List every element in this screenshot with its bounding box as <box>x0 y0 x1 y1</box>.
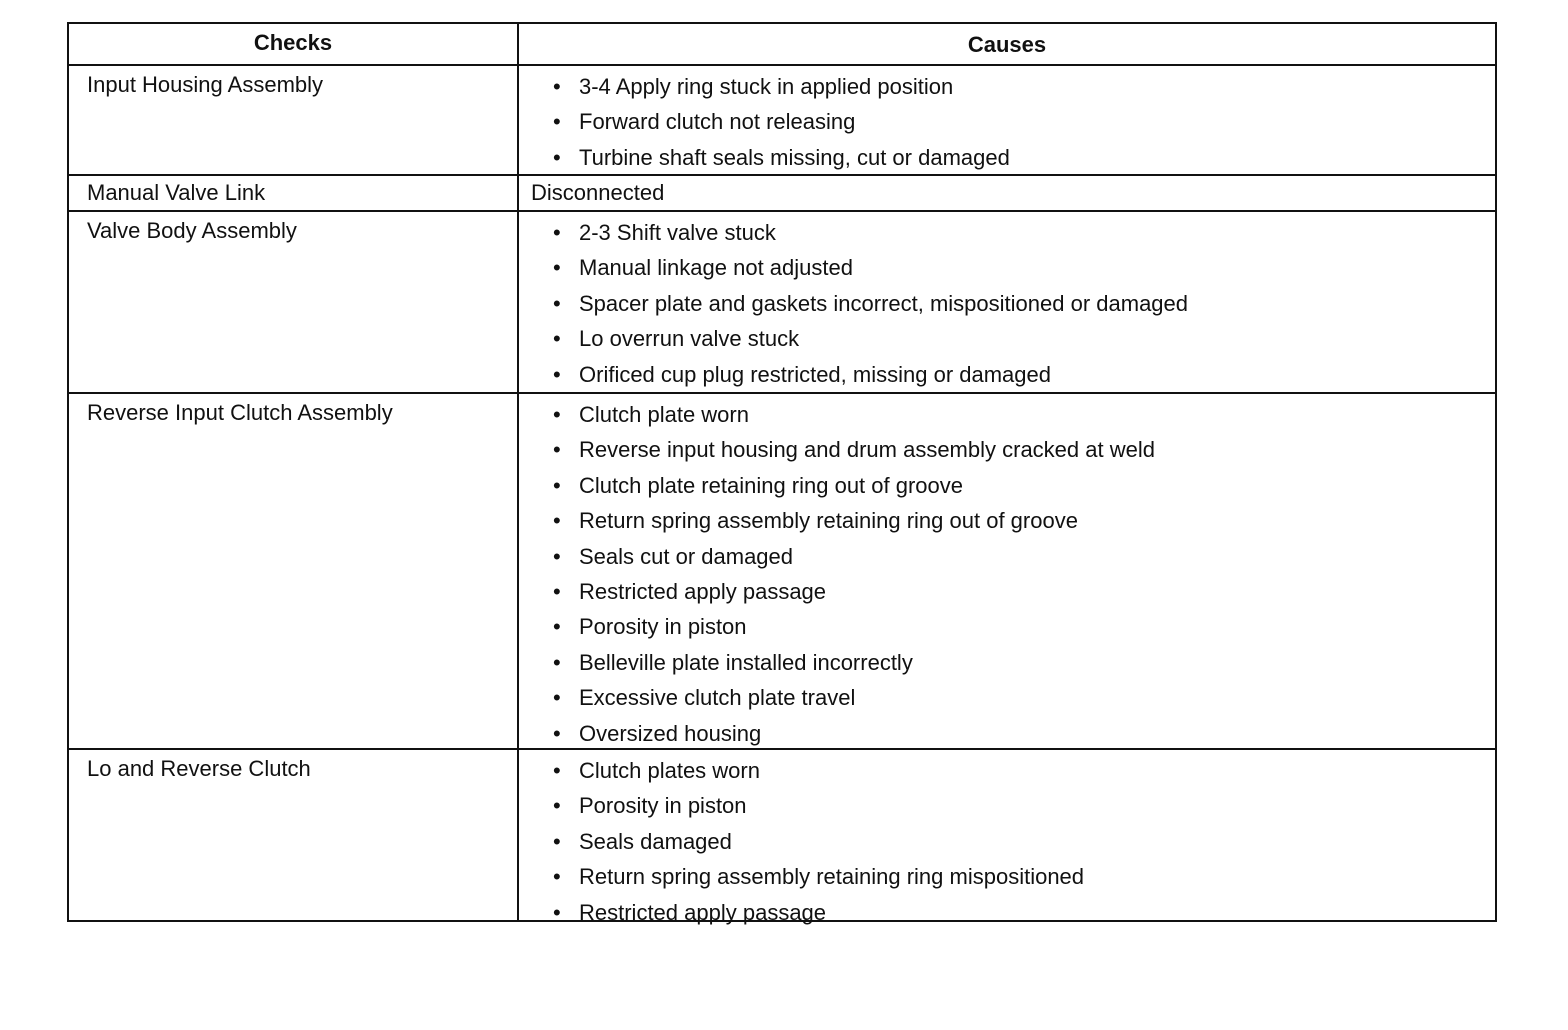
cause-item: • Orificed cup plug restricted, missing or damaged <box>553 360 1495 395</box>
causes-cell <box>519 212 1495 392</box>
cause-item: • Spacer plate and gaskets incorrect, mispositioned or damaged <box>553 289 1495 324</box>
cause-item: • Excessive clutch plate travel <box>553 683 1495 718</box>
check-cell: Reverse Input Clutch Assembly <box>69 394 519 748</box>
causes-list <box>531 400 1495 754</box>
check-cell: Input Housing Assembly <box>69 66 519 174</box>
causes-list <box>531 72 1495 178</box>
cause-item: • 2-3 Shift valve stuck <box>553 218 1495 253</box>
table-row <box>69 210 1495 392</box>
diagnosis-table <box>67 22 1497 925</box>
cause-item: • Reverse input housing and drum assembly cracked at weld <box>553 435 1495 470</box>
causes-cell <box>519 394 1495 748</box>
causes-cell: Disconnected <box>531 180 665 205</box>
cause-item: • Seals damaged <box>553 827 1495 862</box>
table-row <box>69 64 1495 174</box>
cause-item: • Restricted apply passage <box>553 577 1495 612</box>
causes-column-header: Causes <box>967 32 1047 57</box>
cause-item: • Clutch plate retaining ring out of groove <box>553 471 1495 506</box>
checks-column-header: Checks <box>69 24 519 64</box>
cause-item: • Turbine shaft seals missing, cut or damaged <box>553 143 1495 178</box>
causes-list <box>531 756 1495 933</box>
cause-item: • Lo overrun valve stuck <box>553 324 1495 359</box>
check-cell: Manual Valve Link <box>69 176 519 210</box>
cause-item: • Clutch plates worn <box>553 756 1495 791</box>
cause-item: • Porosity in piston <box>553 612 1495 647</box>
cause-item: • Belleville plate installed incorrectly <box>553 648 1495 683</box>
cause-item: • Return spring assembly retaining ring mispositioned <box>553 862 1495 897</box>
check-cell: Lo and Reverse Clutch <box>69 750 519 920</box>
table-row <box>69 174 1495 210</box>
table-header-row <box>69 24 1495 64</box>
cause-item: • Porosity in piston <box>553 791 1495 826</box>
causes-cell <box>519 66 1495 174</box>
cause-item: • Forward clutch not releasing <box>553 107 1495 142</box>
table-row <box>69 748 1495 925</box>
cause-item: • Return spring assembly retaining ring out of groove <box>553 506 1495 541</box>
cause-item: • Manual linkage not adjusted <box>553 253 1495 288</box>
cause-item: • Restricted apply passage <box>553 898 1495 933</box>
causes-list <box>531 218 1495 395</box>
cause-item: • Clutch plate worn <box>553 400 1495 435</box>
cause-item: • Seals cut or damaged <box>553 542 1495 577</box>
check-cell: Valve Body Assembly <box>69 212 519 392</box>
causes-cell <box>519 750 1495 925</box>
cause-item: • Oversized housing <box>553 719 1495 754</box>
table-row <box>69 392 1495 748</box>
cause-item: • 3-4 Apply ring stuck in applied position <box>553 72 1495 107</box>
